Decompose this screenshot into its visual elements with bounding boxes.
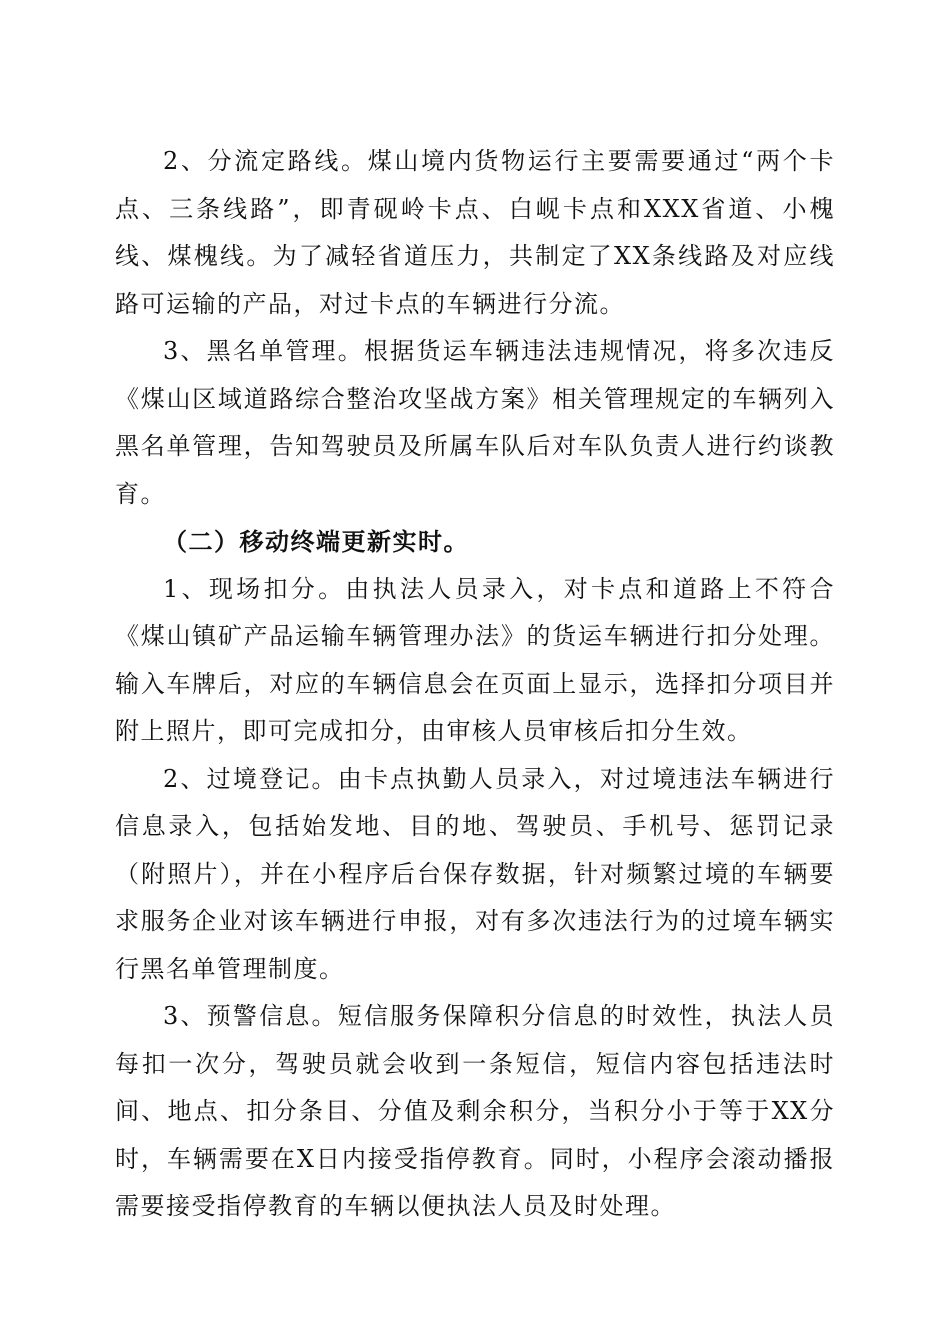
paragraph-warning-information: 3、预警信息。短信服务保障积分信息的时效性，执法人员每扣一次分，驾驶员就会收到一条短信，短信内容包括违法时间、地点、扣分条目、分值及剩余积分，当积分小于等于XX分时，车辆需要在X日内接受指停教育。同时，小程序会滚动播报需要接受指停教育的车辆以便执法人员及时处理。 bbox=[115, 1002, 835, 1220]
paragraph-transit-registration: 2、过境登记。由卡点执勤人员录入，对过境违法车辆进行信息录入，包括始发地、目的地、驾驶员、手机号、惩罚记录（附照片），并在小程序后台保存数据，针对频繁过境的车辆要求服务企业对该车辆进行申报，对有多次违法行为的过境车辆实行黑名单管理制度。 bbox=[115, 764, 835, 983]
paragraph-onsite-deduction: 1、现场扣分。由执法人员录入，对卡点和道路上不符合《煤山镇矿产品运输车辆管理办法》的货运车辆进行扣分处理。输入车牌后，对应的车辆信息会在页面上显示，选择扣分项目并附上照片，即可完成扣分，由审核人员审核后扣分生效。 bbox=[115, 574, 835, 745]
document-body bbox=[115, 138, 835, 1231]
paragraph-blacklist-management: 3、黑名单管理。根据货运车辆违法违规情况，将多次违反《煤山区域道路综合整治攻坚战方案》相关管理规定的车辆列入黑名单管理，告知驾驶员及所属车队后对车队负责人进行约谈教育。 bbox=[115, 337, 835, 508]
section-heading-mobile-terminal: （二）移动终端更新实时。 bbox=[163, 527, 469, 556]
paragraph-diversion-routes: 2、分流定路线。煤山境内货物运行主要需要通过“两个卡点、三条线路”，即青砚岭卡点、白岘卡点和XXX省道、小槐线、煤槐线。为了减轻省道压力，共制定了XX条线路及对应线路可运输的产品，对过卡点的车辆进行分流。 bbox=[115, 147, 835, 318]
